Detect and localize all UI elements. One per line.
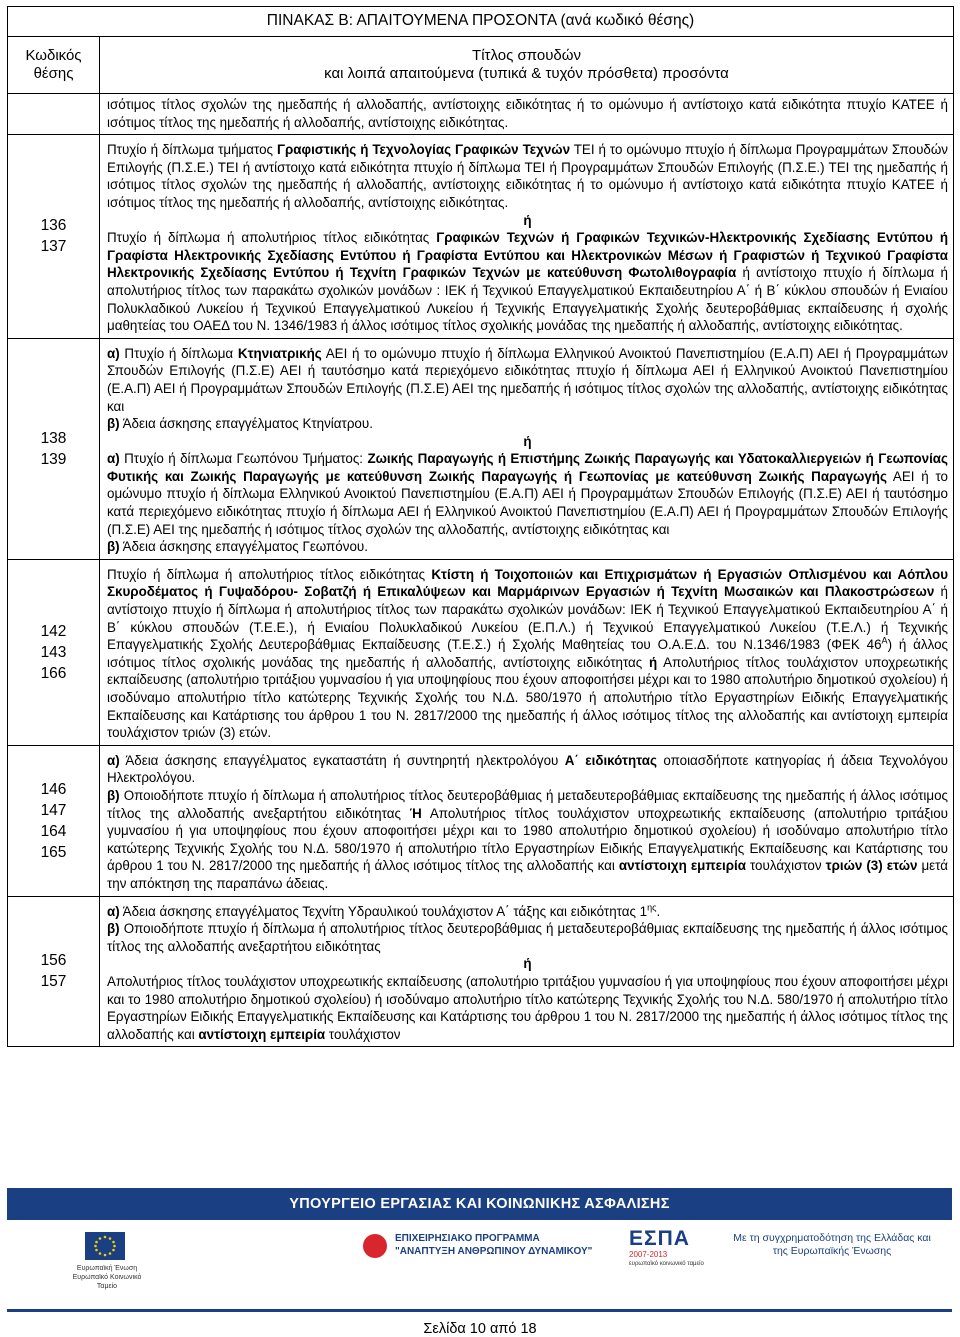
cofunding-text: Με τη συγχρηματοδότηση της Ελλάδας και της Ευρωπαϊκής Ένωσης — [733, 1232, 931, 1257]
table-row — [8, 559, 954, 745]
program-logo-icon — [363, 1234, 387, 1258]
qualifications-cell — [100, 135, 954, 339]
qualification-text: ισότιμος τίτλος σχολών της ημεδαπής ή αλλοδαπής, αντίστοιχης ειδικότητας ή το ομώνυμο ή αντίστοιχο κατά ειδικότητα πτυχίο ΚΑΤΕΕ ή ισότιμος τίτλος της ημεδαπής ή αλλοδαπής, αντίστοιχης ειδικότητας. — [107, 97, 948, 130]
qualification-license-a: β) Άδεια άσκησης επαγγέλματος Κτηνίατρου. — [107, 416, 373, 432]
qualifications-cell — [100, 94, 954, 135]
funding-banner — [7, 1188, 952, 1309]
qualifications-cell — [100, 745, 954, 896]
qualification-option-b: β) Οποιοδήποτε πτυχίο ή δίπλωμα ή απολυτήριος τίτλος δευτεροβάθμιας ή μεταδευτεροβάθμιας εκπαίδευσης της ημεδαπής ή άλλος ισότιμος τίτλος της αλλοδαπής ανεξαρτήτου ειδικότητας — [107, 921, 948, 954]
espa-logo: ΕΣΠΑ 2007-2013 ευρωπαϊκό κοινωνικό ταμείο — [629, 1227, 704, 1267]
column-header-title-line1: Τίτλος σπουδών — [472, 47, 581, 64]
eu-flag-icon — [85, 1232, 125, 1260]
or-separator: ή — [523, 212, 532, 228]
document-page — [7, 6, 953, 1047]
ministry-bar: ΥΠΟΥΡΓΕΙΟ ΕΡΓΑΣΙΑΣ ΚΑΙ ΚΟΙΝΩΝΙΚΗΣ ΑΣΦΑΛΙΣΗΣ — [7, 1188, 952, 1220]
position-codes: 142 143 166 — [8, 559, 100, 745]
position-codes: 138 139 — [8, 338, 100, 559]
qualifications-cell — [100, 896, 954, 1047]
qualification-option-b: α) Πτυχίο ή δίπλωμα Γεωπόνου Τμήματος: Ζωικής Παραγωγής ή Επιστήμης Ζωικής Παραγωγής και Υδατοκαλλιεργειών ή Γεωπονίας Φυτικής και Ζωικής Παραγωγής με κατεύθυνση Ζωικής Παραγωγής ή Γεωπονίας με κατεύθυνση Ζωικής Παραγωγής ΑΕΙ ή το ομώνυμο πτυχίο ή δίπλωμα Ελληνικού Ανοικτού Πανεπιστημίου (Ε.Α.Π) ΑΕΙ ή Προγραμμάτων Σπουδών Επιλογής (Π.Σ.Ε) ΑΕΙ ή ταυτόσημο κατά περιεχόμενο ειδικότητας πτυχίο ή δίπλωμα ΑΕΙ ή Ελληνικού Ανοικτού Πανεπιστημίου (Ε.Α.Π) ΑΕΙ ή Προγραμμάτων Σπουδών Επιλογής (Π.Σ.Ε) ΑΕΙ της ημεδαπής ή ισότιμος τίτλος σχολών της αλλοδαπής, αντίστοιχης ειδικότητας και — [107, 451, 948, 537]
or-separator: ή — [523, 433, 532, 449]
column-header-code: Κωδικός θέσης — [8, 37, 100, 94]
qualification-option-b: Πτυχίο ή δίπλωμα ή απολυτήριος τίτλος ειδικότητας Γραφικών Τεχνών ή Γραφικών Τεχνικών-Ηλεκτρονικής Σχεδίασης Εντύπου ή Γραφίστα Ηλεκτρονικής Σχεδίασης Εντύπου ή Γραφίστα Εντύπου και Ηλεκτρονικών Μέσων ή Γραφιστών ή Τεχνικού Γραφίστα Ηλεκτρονικής Σχεδίασης Εντύπου ή Τεχνίτη Γραφικών Τεχνών με κατεύθυνση Φωτολιθογραφία ή αντίστοιχο πτυχίο ή δίπλωμα ή απολυτήριος τίτλος των παρακάτω σχολικών μονάδων : ΙΕΚ ή Τεχνικού Επαγγελματικού Εκπαιδευτηρίου Α΄ ή Β΄ κύκλου σπουδών ή Ενιαίου Πολυκλαδικού Λυκείου ή Τεχνικού Επαγγελματικού Λυκείου ή Τεχνικής Επαγγελματικής Σχολής δευτεροβάθμιας εκπαίδευσης ή σχολής μαθητείας του ΟΑΕΔ του Ν. 1346/1983 ή άλλος ισότιμος τίτλος σχολικής μονάδας της ημεδαπής ή αλλοδαπής, αντίστοιχης ειδικότητας. — [107, 230, 949, 334]
qualification-text: Πτυχίο ή δίπλωμα ή απολυτήριος τίτλος ειδικότητας Κτίστη ή Τοιχοποιιών και Επιχρισμάτων ή Εργασιών Οπλισμένου και Αόπλου Σκυροδέματος ή Γυψαδόρου- Σοβατζή ή Επικαλύψεων και Μαρμάρινων Εργασιών ή Τεχνίτη Μωσαικών και Πλακοστρώσεων ή αντίστοιχο πτυχίο ή δίπλωμα ή απολυτήριος τίτλος των παρακάτω σχολικών μονάδων: ΙΕΚ ή Τεχνικού Επαγγελματικού Εκπαιδευτηρίου Α΄ ή Β΄ κύκλου σπουδών (Τ.Ε.Ε.), ή Ενιαίου Πολυκλαδικού Λυκείου (Ε.Π.Λ.) ή Τεχνικού Επαγγελματικού Λυκείου (Τ.Ε.Λ.) ή Τεχνικής Επαγγελματικής Σχολής Δευτεροβάθμιας Εκπαίδευσης (Τ.Ε.Σ.) ή Σχολής Μαθητείας του Ο.Α.Ε.Δ. του Ν.1346/1983 (ΦΕΚ $46^A$) ή άλλος ισότιμος τίτλος σχολικής μονάδας της ημεδαπής ή αλλοδαπής, αντίστοιχης ειδικότητας ή Απολυτήριος τίτλος τουλάχιστον υποχρεωτικής εκπαίδευσης (απολυτήριο τριτάξιου γυμνασίου ή για υποψηφίους που έχουν αποφοιτήσει μέχρι και το 1980 απολυτήριο δημοτικού σχολείου) ή ισοδύναμο απολυτήριο τίτλο κατώτερης Τεχνικής Σχολής του Ν.Δ. 580/1970 ή απολυτήριο τίτλο Εργαστηρίων Ειδικής Επαγγελματικής Εκπαίδευσης και Κατάρτισης του άρθρου 1 του Ν. 2817/2000 της ημεδαπής ή άλλος ισότιμος τίτλος της αλλοδαπής και αντίστοιχη εμπειρία τουλάχιστον τριών (3) ετών. — [107, 566, 948, 741]
qualification-option-a: Πτυχίο ή δίπλωμα τμήματος Γραφιστικής ή Τεχνολογίας Γραφικών Τεχνών ΤΕΙ ή το ομώνυμο πτυχίο ή δίπλωμα Προγραμμάτων Σπουδών Επιλογής (Π.Σ.Ε.) ΤΕΙ ή αντίστοιχο κατά ειδικότητα πτυχίο ή δίπλωμα ΤΕΙ ή Προγραμμάτων Σπουδών Επιλογής (Π.Σ.Ε.) ΤΕΙ της ημεδαπής ή ισότιμος τίτλος σχολών της ημεδαπής ή αλλοδαπής, αντίστοιχης ειδικότητας ή το ομώνυμο ή αντίστοιχο κατά ειδικότητα πτυχίο ΚΑΤΕΕ ή ισότιμος τίτλος της ημεδαπής ή αλλοδαπής, αντίστοιχης ειδικότητας. — [107, 142, 948, 210]
table-row — [8, 338, 954, 559]
position-codes: 136 137 — [8, 135, 100, 339]
page-number: Σελίδα 10 από 18 — [423, 1321, 537, 1337]
qualification-license-b: β) Άδεια άσκησης επαγγέλματος Γεωπόνου. — [107, 539, 368, 555]
table-row — [8, 94, 954, 135]
requirements-table — [7, 6, 954, 1047]
qualification-option-a: α) Άδεια άσκησης επαγγέλματος Τεχνίτη Υδραυλικού τουλάχιστον Α΄ τάξης και ειδικότητας $1^{\eta\varsigma}$. — [107, 902, 661, 919]
qualification-option-c: Απολυτήριος τίτλος τουλάχιστον υποχρεωτικής εκπαίδευσης (απολυτήριο τριτάξιου γυμνασίου ή για υποψηφίους που έχουν αποφοιτήσει μέχρι και το 1980 απολυτήριο δημοτικού σχολείου) ή ισοδύναμο απολυτήριο τίτλο κατώτερης Τεχνικής Σχολής του Ν.Δ. 580/1970 ή απολυτήριο τίτλο Εργαστηρίων Ειδικής Επαγγελματικής Εκπαίδευσης και Κατάρτισης του άρθρου 1 του Ν. 2817/2000 της ημεδαπής ή άλλος ισότιμος τίτλος της αλλοδαπής και αντίστοιχη εμπειρία τουλάχιστον — [107, 973, 948, 1042]
qualifications-cell — [100, 559, 954, 745]
table-row — [8, 896, 954, 1047]
qualification-option-b: β) Οποιοδήποτε πτυχίο ή δίπλωμα ή απολυτήριος τίτλος δευτεροβάθμιας ή μεταδευτεροβάθμιας εκπαίδευσης της ημεδαπής ή άλλος ισότιμος τίτλος της αλλοδαπής ανεξαρτήτου ειδικότητας Ή Απολυτήριος τίτλος τουλάχιστον υποχρεωτικής εκπαίδευσης (απολυτήριο τριτάξιου γυμνασίου ή για υποψηφίους που έχουν αποφοιτήσει μέχρι και το 1980 απολυτήριο δημοτικού σχολείου) ή ισοδύναμο απολυτήριο τίτλο κατώτερης Τεχνικής Σχολής του Ν.Δ. 580/1970 ή απολυτήριο τίτλο Εργαστηρίων Ειδικής Επαγγελματικής Εκπαίδευσης και Κατάρτισης του άρθρου 1 του Ν. 2817/2000 της ημεδαπής ή άλλος ισότιμος τίτλος της αλλοδαπής και αντίστοιχη εμπειρία τουλάχιστον τριών (3) ετών μετά την απόκτηση της παραπάνω άδειας. — [107, 787, 948, 891]
logos-strip — [7, 1220, 952, 1312]
qualification-option-a: α) Πτυχίο ή δίπλωμα Κτηνιατρικής ΑΕΙ ή το ομώνυμο πτυχίο ή δίπλωμα Ελληνικού Ανοικτού Πανεπιστημίου (Ε.Α.Π) ΑΕΙ ή Προγραμμάτων Σπουδών Επιλογής (Π.Σ.Ε) ΑΕΙ ή ταυτόσημο κατά περιεχόμενο ειδικότητας πτυχίο ή δίπλωμα ΑΕΙ ή Ελληνικού Ανοικτού Πανεπιστημίου (Ε.Α.Π) ΑΕΙ ή Προγραμμάτων Σπουδών Επιλογής (Π.Σ.Ε) ΑΕΙ της ημεδαπής ή ισότιμος τίτλος σχολών της αλλοδαπής, αντίστοιχης ειδικότητας και — [107, 345, 948, 414]
table-row — [8, 745, 954, 896]
or-separator: ή — [523, 956, 532, 972]
eu-label: Ευρωπαϊκή Ένωση Ευρωπαϊκό Κοινωνικό Ταμείο — [72, 1265, 142, 1290]
table-title: ΠΙΝΑΚΑΣ Β: ΑΠΑΙΤΟΥΜΕΝΑ ΠΡΟΣΟΝΤΑ (ανά κωδικό θέσης) — [8, 7, 954, 37]
qualification-option-a: α) Άδεια άσκησης επαγγέλματος εγκαταστάτη ή συντηρητή ηλεκτρολόγου Α΄ ειδικότητας οποιασδήποτε κατηγορίας ή άδεια Τεχνολόγου Ηλεκτρολόγου. — [107, 752, 949, 786]
position-codes — [8, 94, 100, 135]
position-codes: 156 157 — [8, 896, 100, 1047]
qualifications-cell — [100, 338, 954, 559]
program-logo: ΕΠΙΧΕΙΡΗΣΙΑΚΟ ΠΡΟΓΡΑΜΜΑ "ΑΝΑΠΤΥΞΗ ΑΝΘΡΩΠΙΝΟΥ ΔΥΝΑΜΙΚΟΥ" — [395, 1233, 593, 1257]
position-codes: 146 147 164 165 — [8, 745, 100, 896]
table-row — [8, 135, 954, 339]
column-header-title-line2: και λοιπά απαιτούμενα (τυπικά & τυχόν πρόσθετα) προσόντα — [324, 65, 729, 82]
column-header-title — [100, 37, 954, 94]
